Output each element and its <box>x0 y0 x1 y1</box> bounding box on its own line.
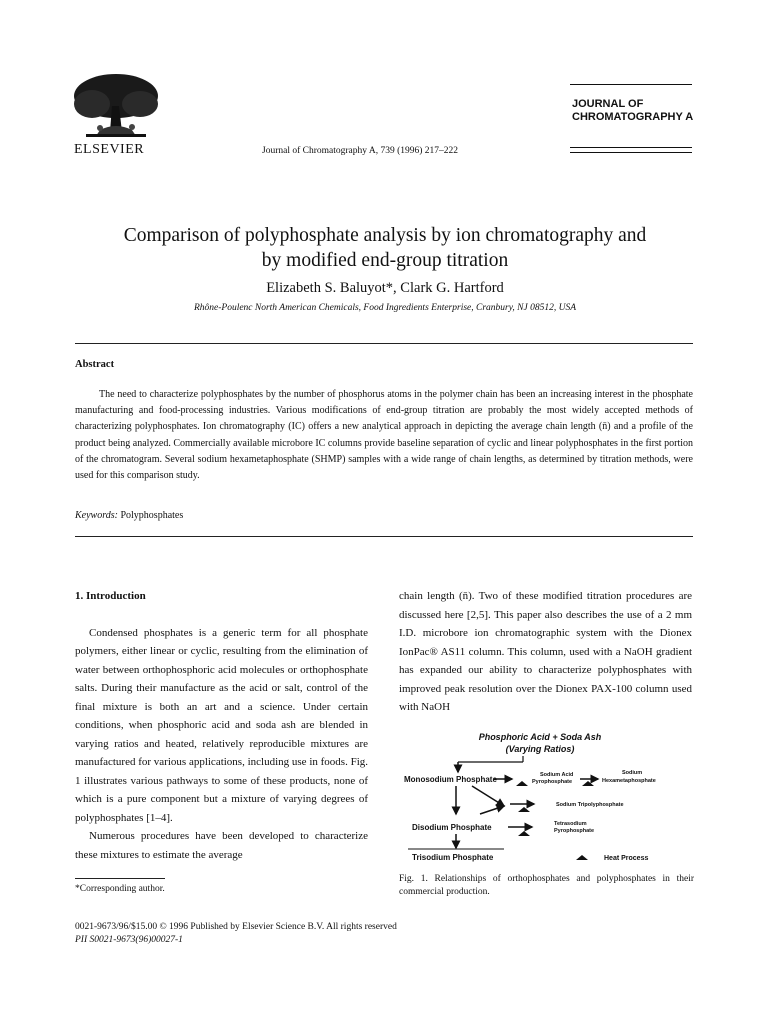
fig-label-trisodium: Trisodium Phosphate <box>412 853 494 862</box>
fig-label-disodium: Disodium Phosphate <box>412 823 492 832</box>
footnote: *Corresponding author. <box>75 884 165 894</box>
intro-paragraph-2: Numerous procedures have been developed to characterize these mixtures to estimate the average <box>75 830 368 861</box>
abstract-body: The need to characterize polyphosphates by the number of phosphorus atoms in the polymer chain has been an increasing interest in the phosphate manufacturing and food-processing industries. Various modifications of end-group titration are probably the most widely accepted methods of characterizing polyphosphates. Ion chromatography (IC) offers a new analytical approach in depicting the average chain length (n̄) and a profile of the product being analyzed. Commercially available microbore IC columns provide baseline separation of cyclic and linear polyphosphates in the first portion of the chromatogram. Several sodium hexametaphosphate (SHMP) samples with a wide range of chain lengths, as determined by titration methods, were used for this comparison study. <box>75 389 693 482</box>
right-paragraph: chain length (n̄). Two of these modified titration procedures are discussed here [2,5]. This paper also describes the use of a 2 mm I.D. microbore ion chromatographic system with the Dionex IonPac® AS11 column. This column, used with a NaOH gradient has expanded our ability to characterize polyphosphates with improved peak resolution over the Dionex PAX-100 column used with NaOH <box>399 590 692 713</box>
fig-label-tripoly: Sodium Tripolyphosphate <box>556 802 624 808</box>
paper-title <box>70 223 700 273</box>
right-column <box>399 587 692 717</box>
fig-label-reactants: Phosphoric Acid + Soda Ash <box>478 732 602 742</box>
journal-rule-top <box>570 84 692 85</box>
heat-process-icon <box>518 807 530 812</box>
heat-process-icon <box>582 781 594 786</box>
affiliation: Rhône-Poulenc North American Chemicals, Food Ingredients Enterprise, Cranbury, NJ 08512, USA <box>193 303 577 313</box>
footnote-rule <box>75 878 165 879</box>
paper-title-line1: Comparison of polyphosphate analysis by ion chromatography and <box>123 225 647 246</box>
fig-label-sodium-acid: Sodium Acid <box>540 772 574 778</box>
publisher-name: ELSEVIER <box>74 142 145 157</box>
paper-title-line2: by modified end-group titration <box>261 250 509 271</box>
keywords-label: Keywords: <box>75 510 118 521</box>
fig-label-monosodium: Monosodium Phosphate <box>404 775 497 784</box>
keywords <box>75 510 183 521</box>
figure-caption: Fig. 1. Relationships of orthophosphates and polyphosphates in their commercial production. <box>399 874 694 897</box>
copyright-block <box>75 921 397 947</box>
heat-process-icon <box>516 781 528 786</box>
journal-rule-bottom-1 <box>570 147 692 148</box>
pii-line: PII S0021-9673(96)00027-1 <box>75 935 183 945</box>
left-column <box>75 587 368 864</box>
authors: Elizabeth S. Baluyot*, Clark G. Hartford <box>266 280 504 296</box>
fig-label-hexametaphosphate: Hexametaphosphate <box>602 778 656 784</box>
fig-label-tetrasodium: Tetrasodium <box>554 821 587 827</box>
journal-citation: Journal of Chromatography A, 739 (1996) 217–222 <box>262 146 459 156</box>
journal-name-line1: JOURNAL OF <box>572 98 644 110</box>
journal-name-line2: CHROMATOGRAPHY A <box>572 111 694 123</box>
journal-name <box>572 98 693 124</box>
fig-label-sodium: Sodium <box>622 770 643 776</box>
copyright-line: 0021-9673/96/$15.00 © 1996 Published by Elsevier Science B.V. All rights reserved <box>75 922 397 932</box>
fig-label-tetra-pyrophosphate: Pyrophosphate <box>554 828 595 834</box>
abstract-top-rule <box>75 343 693 344</box>
fig-label-heat-process: Heat Process <box>604 855 649 862</box>
abstract-heading: Abstract <box>75 359 115 370</box>
abstract-bottom-rule <box>75 536 693 537</box>
elsevier-tree-logo <box>70 70 162 142</box>
section-heading: 1. Introduction <box>75 590 146 602</box>
figure-1-diagram <box>392 726 698 866</box>
fig-arrow-di-to-tripoly <box>480 806 504 814</box>
journal-rule-bottom-2 <box>570 152 692 153</box>
fig-label-ratios: (Varying Ratios) <box>505 744 575 754</box>
intro-paragraph-1: Condensed phosphates is a generic term for all phosphate polymers, either linear or cyclic, resulting from the elimination of water between orthophosphoric acid molecules or orthophosphate salts. During their manufacture as the acid or salt, control of the final mixture is both an art and a science. Under certain conditions, when phosphoric acid and soda ash are blended in varying ratios and heated, relatively reproducible mixtures are manufactured for various applications, including use in foods. Fig. 1 illustrates various pathways to some of these products, none of which is a pure component but a mixture of varying degrees of polyphosphates [1–4]. <box>75 626 368 824</box>
fig-label-pyrophosphate: Pyrophosphate <box>532 779 573 785</box>
heat-process-legend-icon <box>576 855 588 860</box>
heat-process-icon <box>518 831 530 836</box>
keywords-value: Polyphosphates <box>120 510 184 521</box>
fig-arrow-mono-to-tripoly <box>472 786 504 806</box>
